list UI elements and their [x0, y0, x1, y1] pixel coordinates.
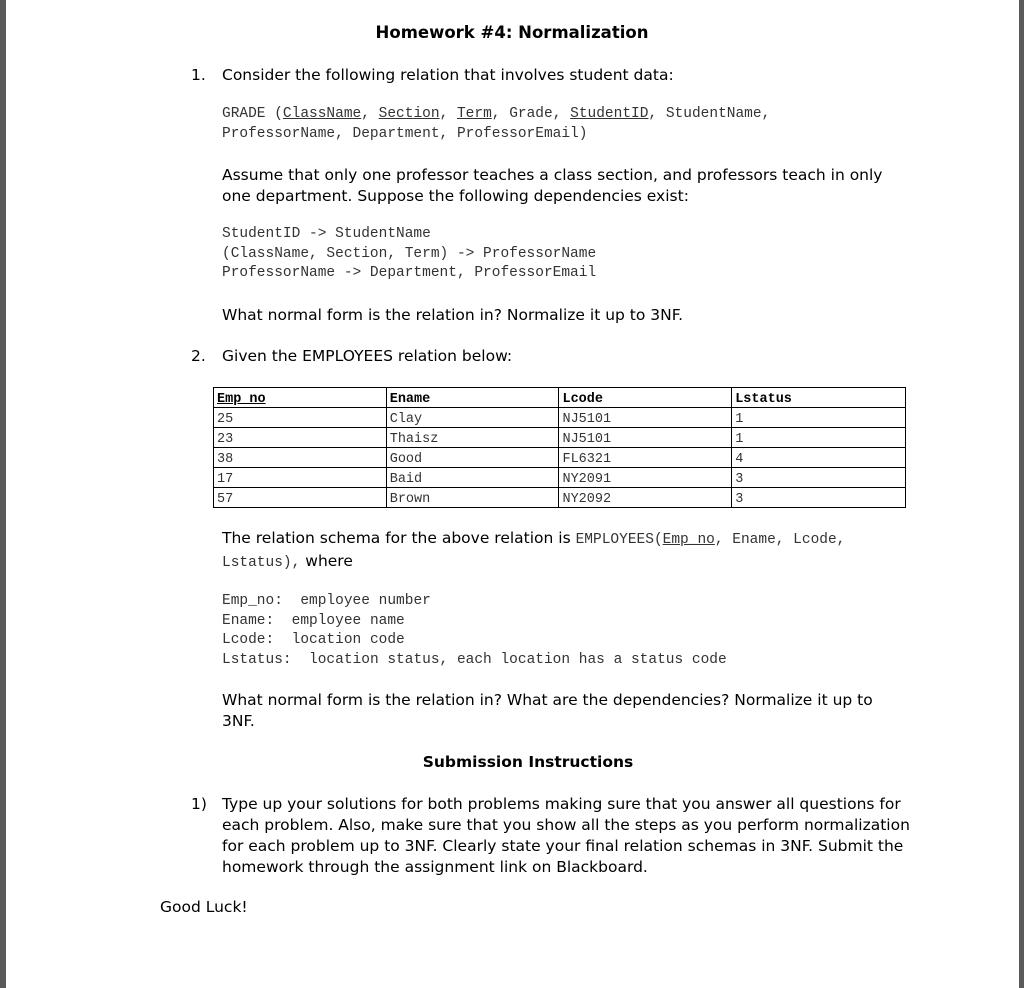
q2-schema-key: Emp_no [662, 532, 715, 548]
table-cell: NY2092 [559, 488, 732, 508]
q1-key-studentid: StudentID [570, 106, 649, 122]
table-header-row [214, 388, 906, 408]
table-cell: Baid [386, 468, 559, 488]
closing-text: Good Luck! [160, 898, 248, 916]
q2-schema-name: EMPLOYEES [575, 532, 654, 548]
q1-relation-name: GRADE [222, 106, 266, 122]
q1-question: What normal form is the relation in? Normalize it up to 3NF. [222, 306, 684, 324]
definition-term: Ename: [222, 612, 275, 629]
header-lstatus: Lstatus [732, 388, 906, 408]
table-cell: 4 [732, 448, 906, 468]
q2-schema-rest: Ename, Lcode, [732, 532, 846, 548]
table-row [214, 408, 906, 428]
table-cell: 23 [214, 428, 387, 448]
table-row [214, 448, 906, 468]
table-cell: FL6321 [559, 448, 732, 468]
q1-key-classname: ClassName [282, 106, 362, 122]
q2-schema-line2: Lstatus), [222, 555, 301, 571]
definition-desc: employee name [291, 612, 405, 629]
q2-question: What normal form is the relation in? What are the dependencies? Normalize it up to 3NF. [222, 691, 873, 730]
employees-table [213, 387, 906, 508]
table-cell: 1 [732, 408, 906, 428]
q2-where: where [305, 552, 353, 570]
q1-attr-grade: Grade [509, 106, 553, 122]
table-cell: Brown [386, 488, 559, 508]
q2-intro: Given the EMPLOYEES relation below: [222, 347, 513, 365]
definition-term: Emp_no: [222, 593, 283, 609]
submission-number: 1) [191, 795, 207, 813]
table-cell: 3 [732, 488, 906, 508]
table-cell: 57 [214, 488, 387, 508]
table-cell: NJ5101 [559, 428, 732, 448]
table-cell: Thaisz [386, 428, 559, 448]
q1-dependency: StudentID -> StudentName [222, 226, 431, 242]
header-lcode: Lcode [559, 388, 732, 408]
q2-definitions [222, 592, 727, 670]
q2-schema-text: The relation schema for the above relation is [222, 529, 571, 547]
q2-number: 2. [191, 347, 206, 365]
table-cell: 25 [214, 408, 387, 428]
q1-key-term: Term [456, 106, 492, 122]
q1-dependency: ProfessorName -> Department, ProfessorEmail [222, 265, 597, 281]
table-cell: 1 [732, 428, 906, 448]
definition-term: Lcode: [222, 632, 275, 648]
q1-relation-line2: ProfessorName, Department, ProfessorEmail) [222, 125, 588, 142]
table-cell: 17 [214, 468, 387, 488]
definition-term: Lstatus: [222, 651, 292, 668]
q1-intro: Consider the following relation that involves student data: [222, 66, 674, 84]
table-cell: 38 [214, 448, 387, 468]
q1-assumption: Assume that only one professor teaches a class section, and professors teach in only one department. Suppose the following dependencies exist: [222, 166, 883, 205]
page-edge-left [0, 0, 6, 988]
q1-key-section: Section [378, 106, 440, 122]
q1-dependency: (ClassName, Section, Term) -> ProfessorName [222, 245, 597, 262]
definition-desc: employee number [300, 593, 431, 609]
definition-desc: location code [291, 632, 405, 648]
table-cell: NJ5101 [559, 408, 732, 428]
q1-number: 1. [191, 66, 206, 84]
header-emp-no: Emp_no [214, 388, 387, 408]
q2-schema: The relation schema for the above relation is EMPLOYEES(Emp_no, Ename, Lcode, Lstatus), where [222, 529, 846, 571]
table-row [214, 428, 906, 448]
header-ename: Ename [386, 388, 559, 408]
submission-text: Type up your solutions for both problems making sure that you answer all questions for each problem. Also, make sure that you show all the steps as you perform normalization for each problem up to 3NF. Clearly state your final relation schemas in 3NF. Submit the homework through the assignment link on Blackboard. [222, 795, 910, 876]
page-edge-right [1019, 0, 1024, 988]
table-row [214, 468, 906, 488]
table-row [214, 488, 906, 508]
table-cell: Clay [386, 408, 559, 428]
table-cell: NY2091 [559, 468, 732, 488]
submission-heading: Submission Instructions [422, 753, 634, 771]
q1-dependencies [222, 225, 596, 284]
definition-desc: location status, each location has a status code [309, 651, 727, 668]
q1-relation-rest: StudentName, [665, 106, 771, 122]
q1-relation: GRADE (ClassName, Section, Term, Grade, StudentID, StudentName, ProfessorName, Department, ProfessorEmail) [222, 106, 771, 142]
page-title: Homework #4: Normalization [375, 23, 649, 42]
table-cell: Good [386, 448, 559, 468]
table-cell: 3 [732, 468, 906, 488]
